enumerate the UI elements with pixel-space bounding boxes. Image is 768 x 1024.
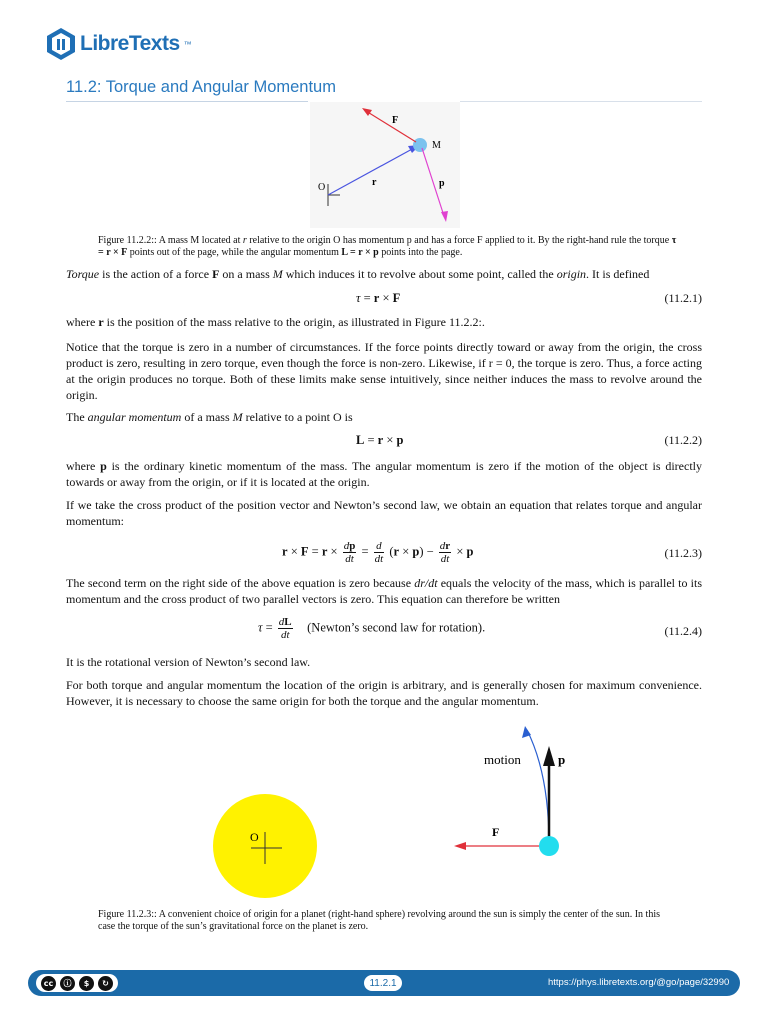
page-number: 11.2.1 [364,975,402,991]
fig2-label-f: F [492,825,500,839]
logo-trademark: ™ [183,39,192,49]
figure-torque-diagram [310,102,460,228]
fig1-label-p: p [439,178,445,189]
figure2-caption: Figure 11.2.3:: A convenient choice of origin for a planet (right-hand sphere) revolving around the sun is simply the center of the sun. In this case the torque of the sun’s gravitational force on the planet is zero. [98,909,660,932]
equation-11-2-4: τ = $\frac{dL}{dt}$ (Newton’s second law for rotation). (11.2.4) [258,616,702,641]
page-url-link[interactable]: https://phys.libretexts.org/@go/page/32990 [548,977,730,988]
paragraph-position-note: where r is the position of the mass relative to the origin, as illustrated in Figure 11.2.2:. [66,315,485,329]
libretexts-logo[interactable] [46,26,192,62]
paragraph-zero-torque: Notice that the torque is zero in a number of circumstances. If the force points directly toward or away from the origin, the cross product is zero, resulting in zero torque, even though the force is non-zero. Likewise, if r = 0, the torque is zero. Thus, a force acting at the origin produces no torque. Both of these limits make sense intuitively, since neither induces the mass to revolve around the origin. [66,340,702,402]
mass-sphere [413,138,427,152]
equation-11-2-3: r × F = r × $\frac{dp}{dt}$ = $\frac{d}{dt}$ (r × p) − $\frac{dr}{dt}$ × p (11.2.3) [282,540,702,565]
license-badge[interactable] [36,974,118,992]
momentum-arrowhead [543,746,555,766]
equation-number: (11.2.3) [664,546,702,560]
fig1-label-f: F [392,115,399,126]
paragraph-origin-choice: For both torque and angular momentum the location of the origin is arbitrary, and is generally chosen for maximum convenience. However, it is necessary to choose the same origin for both the torque and the angular momentum. [66,678,702,708]
logo-text: LibreTexts [80,32,180,55]
paragraph-torque-definition: Torque is the action of a force F on a mass M which induces it to revolve about some point, called the origin. It is defined [66,267,650,281]
equation-number: (11.2.2) [664,433,702,447]
cc-icon: cc [41,976,56,991]
paragraph-cross-product-intro: If we take the cross product of the position vector and Newton’s second law, we obtain an equation that relates torque and angular momentum: [66,498,702,528]
figure-reference-link[interactable]: 11.2.2 [448,315,479,329]
fig1-label-o: O [318,182,326,193]
figure-sun-planet [200,720,600,905]
paragraph-kinetic-momentum: where p is the ordinary kinetic momentum of the mass. The angular momentum is zero if the motion of the object is directly towards or away from the origin, or if it is located at the origin. [66,459,702,489]
fig1-label-r: r [372,177,377,188]
fig2-label-p: p [558,752,566,767]
sharealike-icon: ↻ [98,976,113,991]
equation-number: (11.2.1) [664,291,702,305]
title-divider [66,101,308,102]
paragraph-rotational-version: It is the rotational version of Newton’s second law. [66,655,311,669]
figure1-caption: Figure 11.2.2:: A mass M located at r relative to the origin O has momentum p and has a force F applied to it. By the right-hand rule the torque τ = r × F points out of the page, while the angular momentum L = r × p points into the page. [98,235,677,258]
attribution-icon: ⓘ [60,976,75,991]
fig2-label-o: O [250,830,259,844]
paragraph-angular-momentum-definition: The angular momentum of a mass M relative to a point O is [66,410,353,424]
motion-path [527,730,549,844]
paragraph-second-term-zero: The second term on the right side of the above equation is zero because dr/dt equals the velocity of the mass, which is parallel to its momentum and the cross product of two parallel vectors is zero. This equation can therefore be written [66,576,702,606]
noncommercial-icon: $ [79,976,94,991]
fig1-label-m: M [432,140,441,151]
page-title: 11.2: Torque and Angular Momentum [66,78,336,96]
force-arrowhead [454,842,466,850]
equation-11-2-2: L = r × p (11.2.2) [356,433,702,447]
title-divider-right [460,101,702,102]
equation-11-2-1: τ = r × F (11.2.1) [356,291,702,305]
planet-sphere [539,836,559,856]
libretexts-logo-icon [46,27,76,61]
fig2-label-motion: motion [484,752,521,767]
equation-number: (11.2.4) [664,624,702,638]
